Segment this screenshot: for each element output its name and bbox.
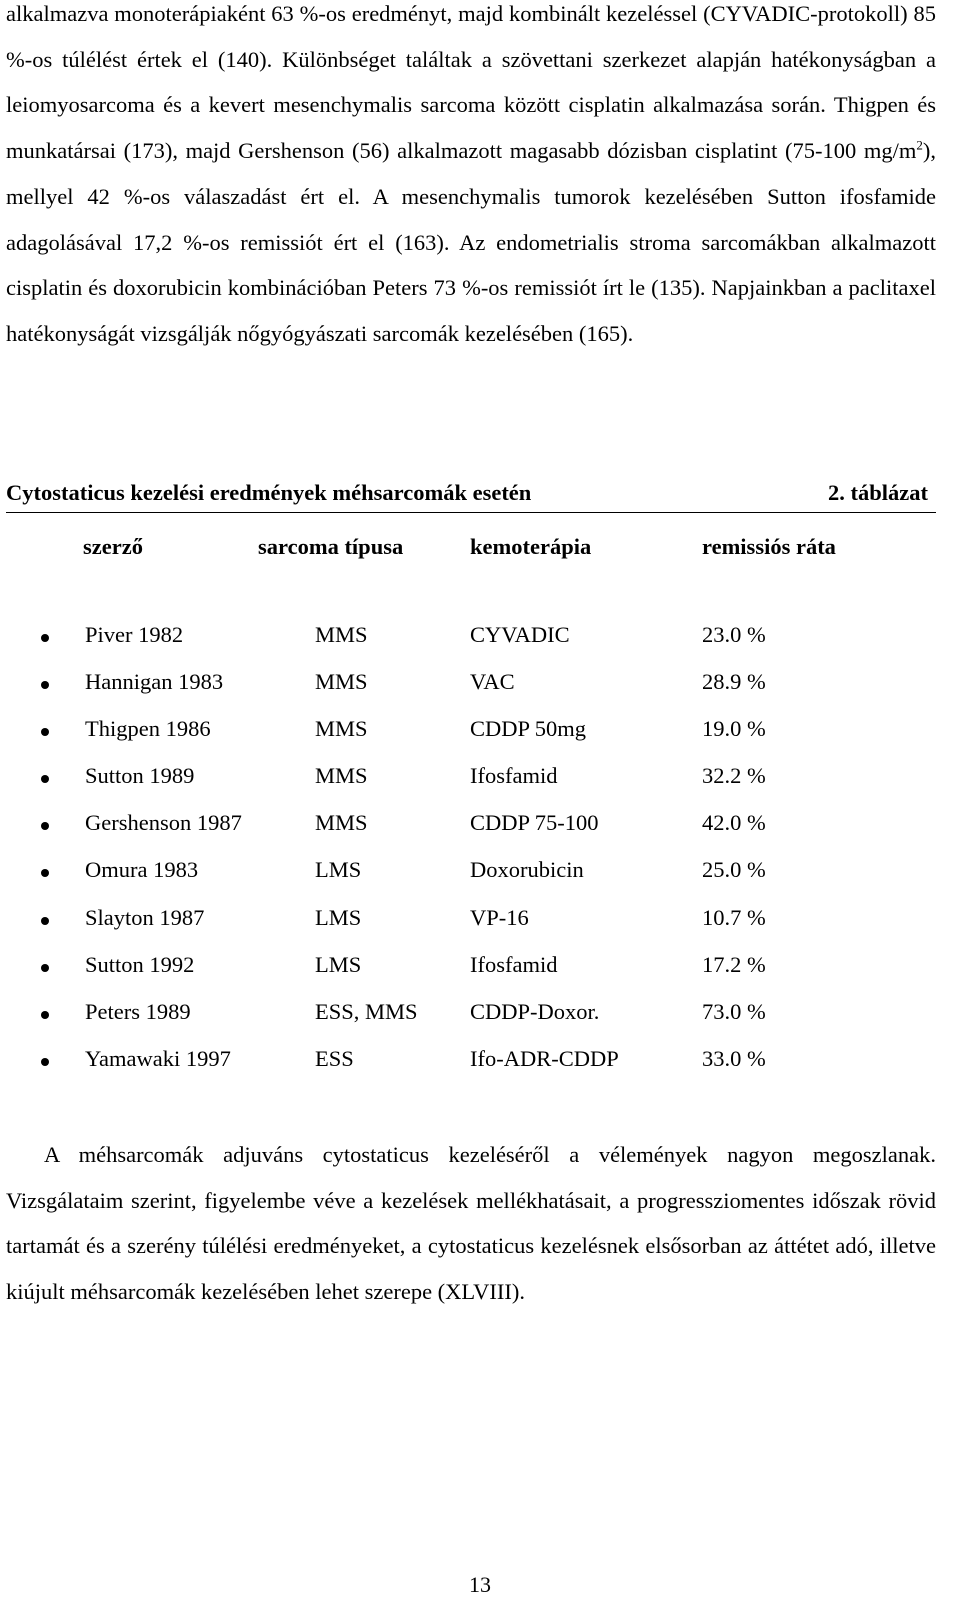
cell-author: Thigpen 1986 [85, 716, 211, 742]
table-row [0, 857, 960, 904]
column-header-chemotherapy: kemoterápia [470, 534, 592, 559]
cell-type: MMS [315, 716, 368, 742]
cell-author: Piver 1982 [85, 622, 184, 647]
paragraph-text-after-sup: ), mellyel 42 %-os válaszadást ért el. A mesenchymalis tumorok kezelésében Sutton ifosfamide adagolásával 17,2 %-os remissiót ért el (163). Az endometrialis stroma sarcomákban alkalmazott cisplatin és doxorubicin kombinációban Peters 73 %-os remissiót írt le (135). Napjainkban a paclitaxel hatékonyságát vizsgálják nőgyógyászati sarcomák kezelésében (165). [6, 138, 936, 346]
table-row [0, 763, 960, 810]
cell-chemo: Ifosfamid [470, 951, 558, 977]
cell-rate: 17.2 % [702, 951, 766, 977]
superscript-2: 2 [916, 137, 923, 153]
cell-rate: 33.0 % [702, 1045, 766, 1071]
cell-chemo: CDDP 75-100 [470, 810, 599, 836]
bullet-icon [41, 917, 49, 925]
cell-chemo: CDDP 50mg [470, 716, 587, 742]
cell-author: Sutton 1989 [85, 763, 195, 789]
cell-author: Omura 1983 [85, 857, 199, 883]
bullet-icon [41, 822, 49, 830]
cell-rate: 42.0 % [702, 810, 766, 836]
bullet-icon [41, 869, 49, 877]
cell-chemo: VAC [470, 669, 515, 695]
cell-chemo: CDDP-Doxor. [470, 998, 600, 1024]
table-row [0, 1046, 960, 1093]
cell-rate: 28.9 % [702, 669, 766, 695]
cell-chemo: VP-16 [470, 904, 529, 930]
cell-author: Yamawaki 1997 [85, 1045, 231, 1071]
table-row [0, 905, 960, 952]
cell-type: ESS, MMS [315, 998, 418, 1024]
cell-author: Peters 1989 [85, 998, 191, 1024]
bullet-icon [41, 634, 49, 642]
column-header-remission-rate: remissiós ráta [702, 534, 836, 559]
bullet-icon [41, 775, 49, 783]
cell-author: Sutton 1992 [85, 951, 195, 977]
table-row [0, 716, 960, 763]
cell-author: Gershenson 1987 [85, 810, 242, 836]
cell-chemo: Ifosfamid [470, 763, 558, 789]
cell-type: ESS [315, 1045, 354, 1071]
cell-type: MMS [315, 810, 368, 836]
cell-rate: 10.7 % [702, 904, 766, 930]
cell-type: LMS [315, 951, 362, 977]
cell-author: Slayton 1987 [85, 904, 205, 930]
paragraph-text-before-sup: alkalmazva monoterápiaként 63 %-os eredményt, majd kombinált kezeléssel (CYVADIC-protokoll) 85 %-os túlélést értek el (140). Különbséget találtak a szövettani szerkezet alapján hatékonyságban a leiomyosarcoma és a kevert mesenchymalis sarcoma között cisplatin alkalmazása során. Thigpen és munkatársai (173), majd Gershenson (56) alkalmazott magasabb dózisban cisplatint (75-100 mg/m [6, 1, 936, 164]
table-title: Cytostaticus kezelési eredmények méhsarcomák esetén [6, 480, 532, 505]
column-header-sarcoma-type: sarcoma típusa [258, 534, 404, 559]
cell-type: LMS [315, 857, 362, 883]
cell-type: MMS [315, 622, 368, 647]
table-row [0, 669, 960, 716]
cell-type: MMS [315, 669, 368, 695]
table-row [0, 622, 960, 669]
table-body [0, 622, 960, 1093]
cell-author: Hannigan 1983 [85, 669, 224, 695]
cell-type: LMS [315, 904, 362, 930]
cell-rate: 19.0 % [702, 716, 766, 742]
bullet-icon [41, 964, 49, 972]
table-row [0, 999, 960, 1046]
page-number: 13 [469, 1572, 491, 1597]
bullet-icon [41, 1011, 49, 1019]
body-paragraph-bottom [6, 1132, 936, 1315]
cell-chemo: Ifo-ADR-CDDP [470, 1045, 619, 1071]
table-number: 2. táblázat [828, 480, 928, 505]
body-paragraph-top [6, 0, 936, 357]
paragraph-text: A méhsarcomák adjuváns cytostaticus kezeléséről a vélemények nagyon megoszlanak. Vizsgálataim szerint, figyelembe véve a kezelések mellékhatásait, a progressziomentes időszak rövid tartamát és a szerény túlélési eredményeket, a cytostaticus kezelésnek elsősorban az áttétet adó, illetve kiújult méhsarcomák kezelésében lehet szerepe (XLVIII). [6, 1142, 936, 1305]
table-row [0, 810, 960, 857]
cell-rate: 73.0 % [702, 998, 766, 1024]
column-header-author: szerző [83, 534, 143, 559]
cell-type: MMS [315, 763, 368, 789]
bullet-icon [41, 681, 49, 689]
cell-chemo: CYVADIC [470, 622, 570, 647]
bullet-icon [41, 728, 49, 736]
cell-rate: 25.0 % [702, 857, 766, 883]
cell-rate: 23.0 % [702, 622, 766, 647]
table-caption [6, 480, 936, 513]
bullet-icon [41, 1058, 49, 1066]
cell-chemo: Doxorubicin [470, 857, 584, 883]
table-row [0, 952, 960, 999]
cell-rate: 32.2 % [702, 763, 766, 789]
